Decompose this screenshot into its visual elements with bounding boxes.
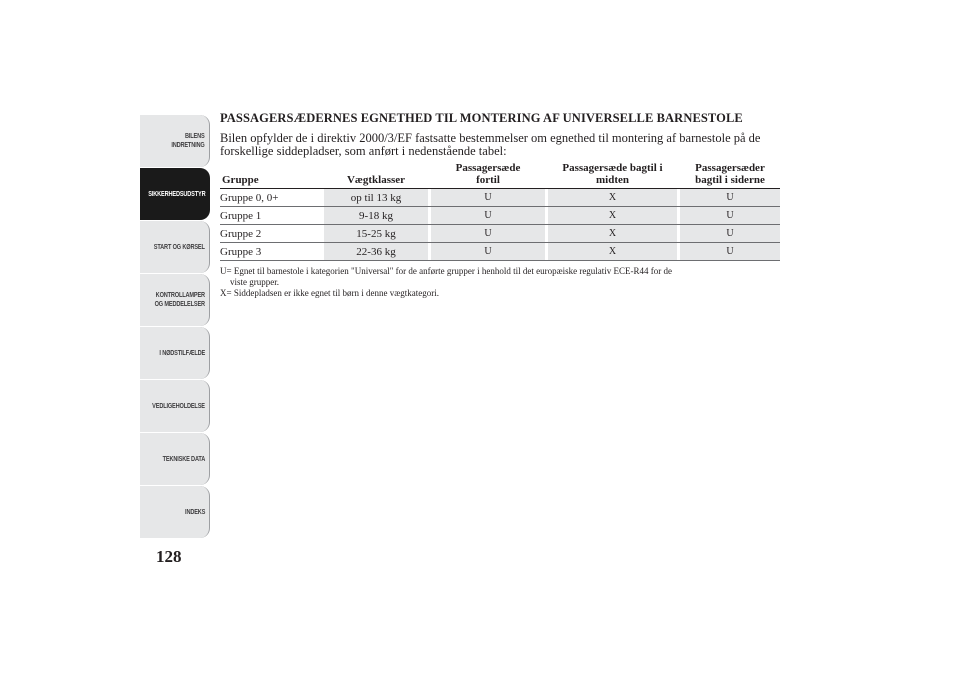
- tab-label: KONTROLLAMPER OG MEDDELELSER: [154, 292, 205, 308]
- section-heading: PASSAGERSÆDERNES EGNETHED TIL MONTERING AF UNIVERSELLE BARNESTOLE: [220, 111, 743, 125]
- cell-midten: X: [548, 207, 677, 225]
- cell-gruppe: Gruppe 2: [220, 225, 324, 243]
- cell-fortil: U: [431, 225, 545, 243]
- tab-label: TEKNISKE DATA: [162, 455, 205, 463]
- cell-midten: X: [548, 189, 677, 207]
- table-row: [220, 243, 780, 261]
- cell-gruppe: Gruppe 1: [220, 207, 324, 225]
- cell-gruppe: Gruppe 3: [220, 243, 324, 261]
- column-header-passagersaede-fortil: Passagersæde fortil: [431, 160, 545, 189]
- cell-vaegtklasse: 9-18 kg: [324, 207, 428, 225]
- main-content: [220, 111, 780, 299]
- page-number: 128: [156, 547, 182, 566]
- cell-fortil: U: [431, 243, 545, 261]
- tab-label: INDEKS: [184, 508, 205, 516]
- cell-fortil: U: [431, 189, 545, 207]
- tab-kontrollamper[interactable]: [140, 274, 210, 326]
- cell-fortil: U: [431, 207, 545, 225]
- table-header-row: [220, 160, 780, 189]
- cell-siderne: U: [680, 189, 780, 207]
- column-header-gruppe: Gruppe: [220, 160, 324, 189]
- child-seat-table: [220, 160, 780, 261]
- cell-siderne: U: [680, 225, 780, 243]
- table-row: [220, 207, 780, 225]
- column-header-vaegtklasser: Vægtklasser: [324, 160, 428, 189]
- tab-label: START OG KØRSEL: [153, 243, 205, 251]
- tab-indeks[interactable]: [140, 486, 210, 538]
- tab-start-og-korsel[interactable]: [140, 221, 210, 273]
- tab-bilens-indretning[interactable]: [140, 115, 210, 167]
- intro-paragraph: Bilen opfylder de i direktiv 2000/3/EF fastsatte bestemmelser om egnethed til montering af barnestole på de forskellige siddepladser, som anført i nedenstående tabel:: [220, 131, 761, 158]
- tab-tekniske-data[interactable]: [140, 433, 210, 485]
- cell-vaegtklasse: 15-25 kg: [324, 225, 428, 243]
- cell-gruppe: Gruppe 0, 0+: [220, 189, 324, 207]
- tab-label: VEDLIGEHOLDELSE: [152, 402, 205, 410]
- tab-i-nodstilfaelde[interactable]: [140, 327, 210, 379]
- cell-vaegtklasse: op til 13 kg: [324, 189, 428, 207]
- cell-midten: X: [548, 225, 677, 243]
- tab-sikkerhedsudstyr[interactable]: [140, 168, 210, 220]
- table-row: [220, 225, 780, 243]
- note-u-continued: viste grupper.: [230, 277, 279, 287]
- table-notes: [220, 266, 780, 298]
- column-header-passagersaede-midten: Passagersæde bagtil i midten: [548, 160, 677, 189]
- cell-siderne: U: [680, 207, 780, 225]
- note-x: X= Siddepladsen er ikke egnet til børn i denne vægtkategori.: [220, 288, 440, 298]
- note-u: U= Egnet til barnestole i kategorien "Universal" for de anførte grupper i henhold til det europæiske regulativ ECE-R44 for de: [220, 266, 673, 276]
- tab-label: BILENS INDRETNING: [171, 133, 205, 149]
- column-header-passagersaeder-siderne: Passagersæder bagtil i siderne: [680, 160, 780, 189]
- cell-siderne: U: [680, 243, 780, 261]
- table-row: [220, 189, 780, 207]
- tab-vedligeholdelse[interactable]: [140, 380, 210, 432]
- tab-label: I NØDSTILFÆLDE: [159, 349, 205, 357]
- cell-vaegtklasse: 22-36 kg: [324, 243, 428, 261]
- tab-label: SIKKERHEDSUDSTYR: [147, 190, 205, 198]
- cell-midten: X: [548, 243, 677, 261]
